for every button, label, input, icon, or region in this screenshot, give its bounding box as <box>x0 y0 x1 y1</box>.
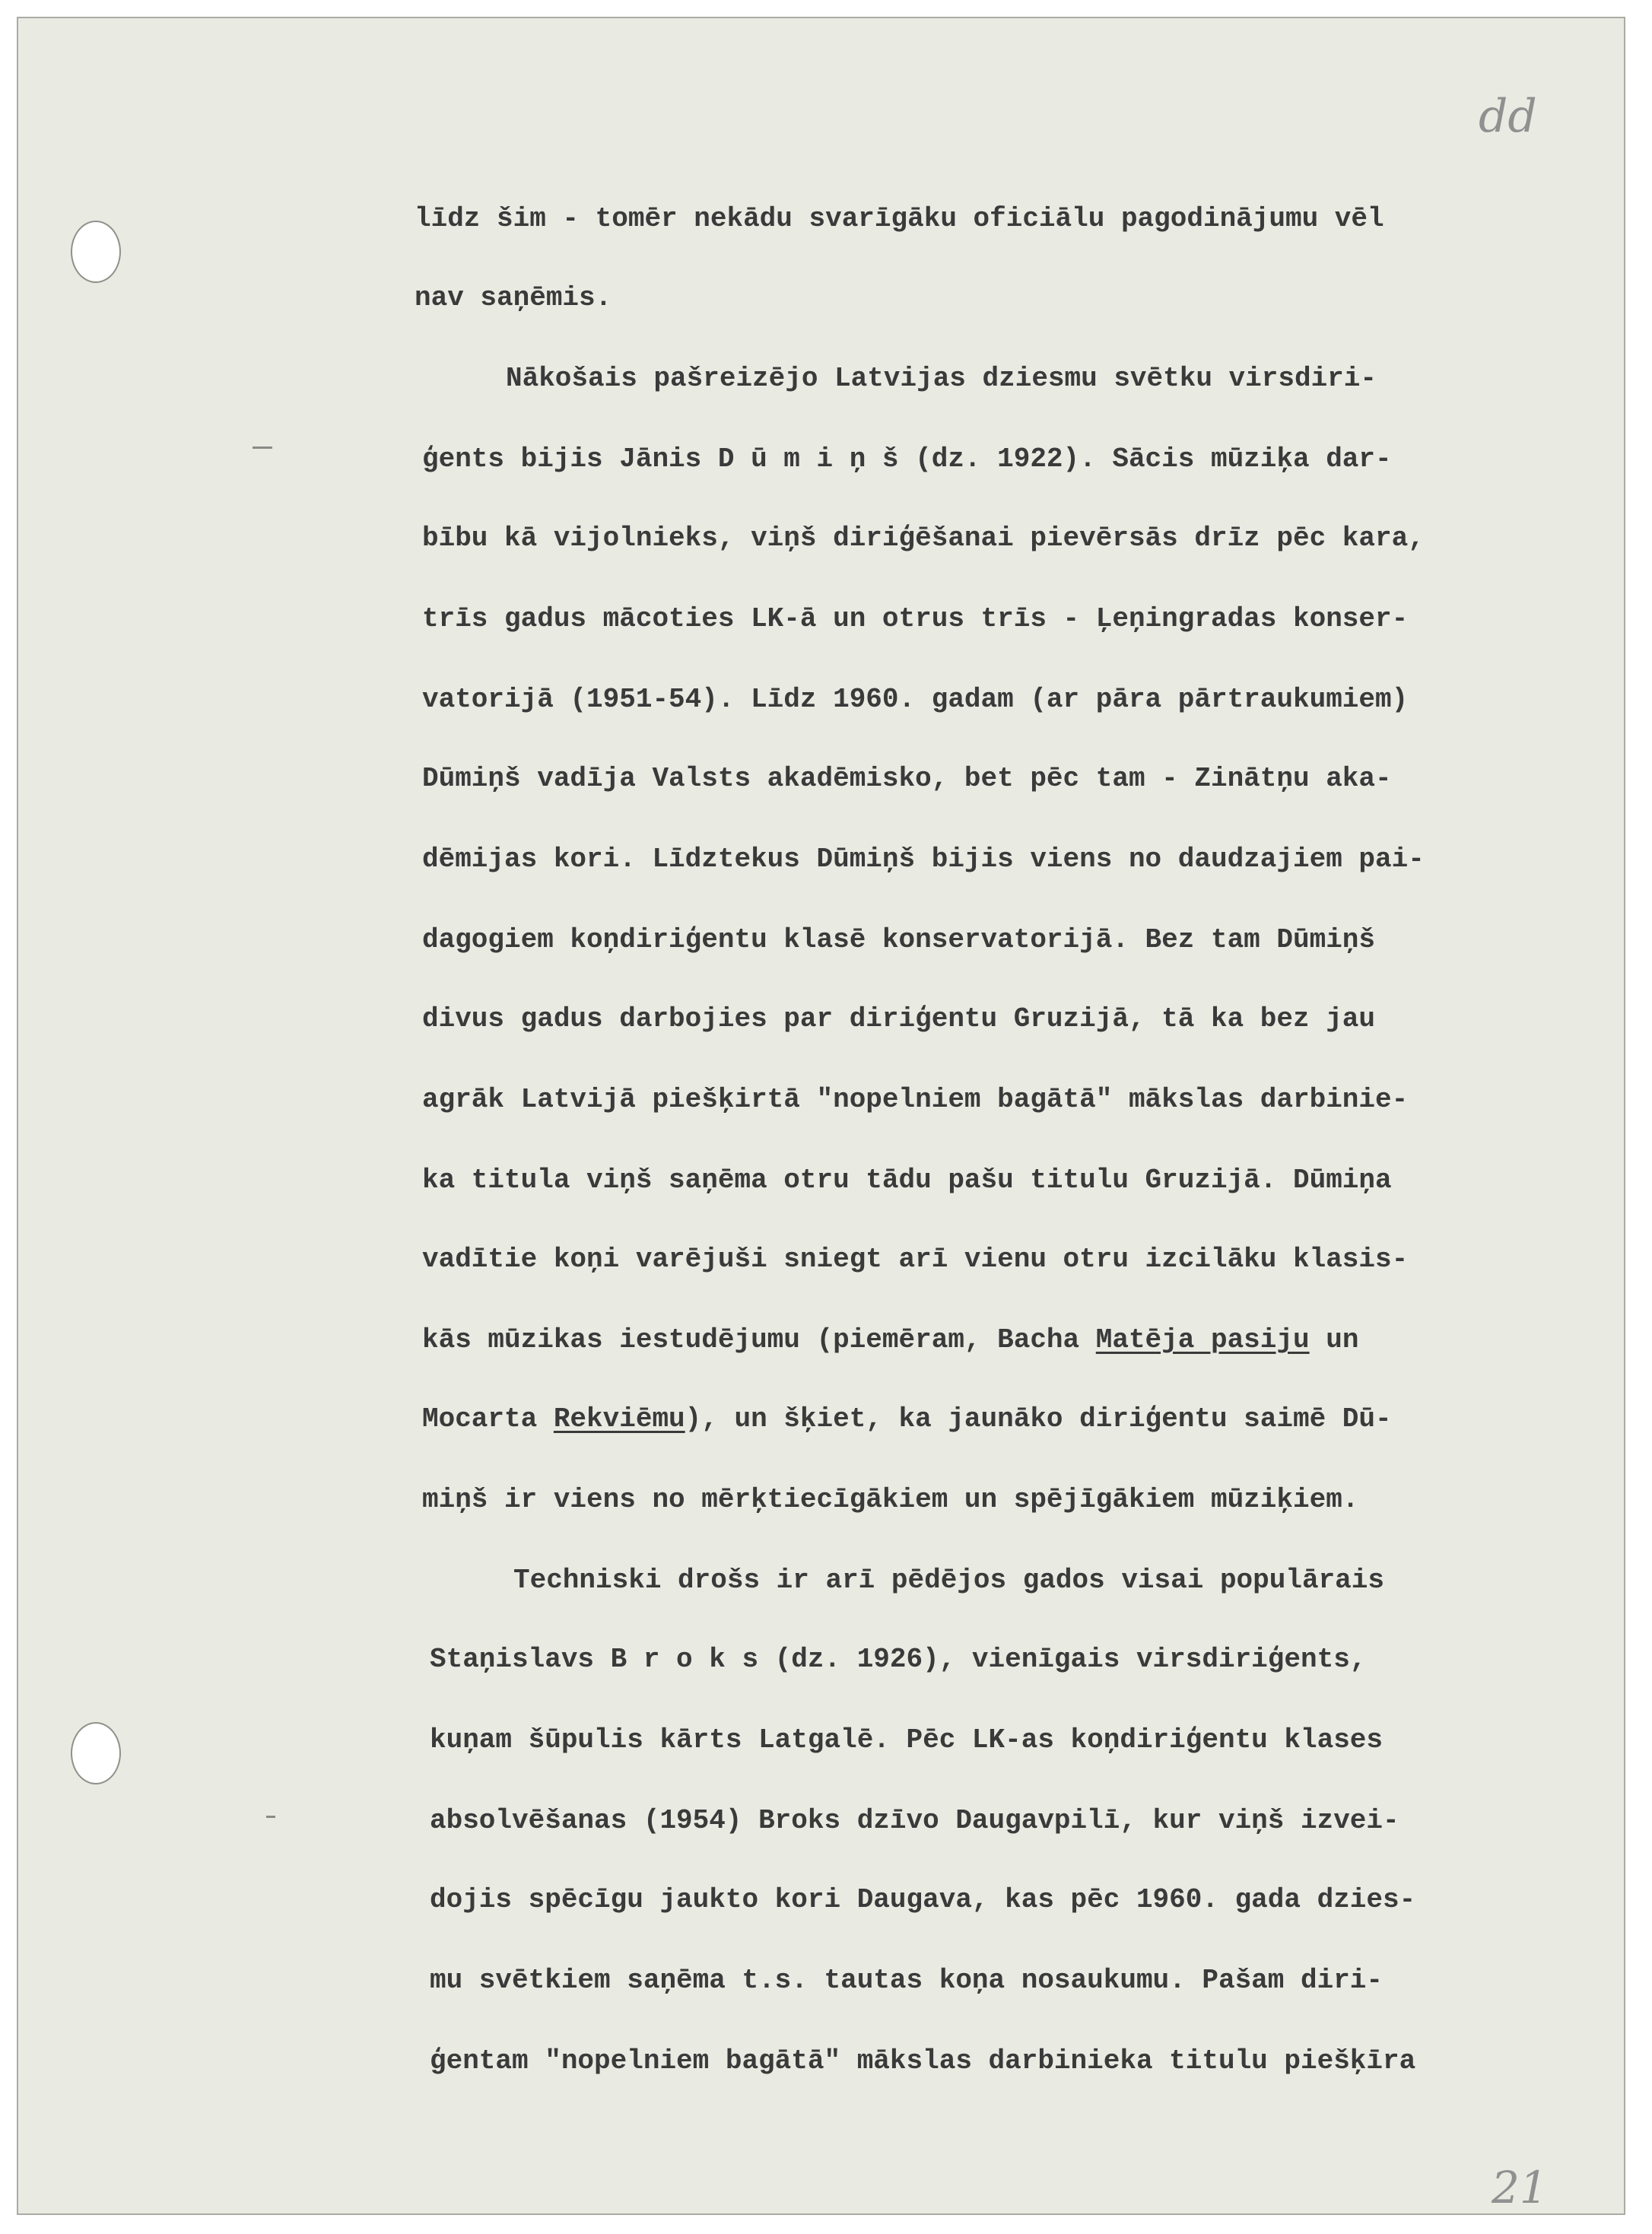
text-line: Nākošais pašreizējo Latvijas dziesmu svētku virsdiri- <box>506 363 1377 394</box>
text-line: agrāk Latvijā piešķirtā "nopelniem bagātā" mākslas darbinie- <box>422 1084 1409 1115</box>
text-line: dagogiem koņdiriģentu klasē konservatorijā. Bez tam Dūmiņš <box>422 924 1376 955</box>
document-page <box>17 17 1625 2215</box>
text-line <box>422 1325 1358 1355</box>
page-number: 21 <box>1492 2162 1548 2213</box>
underlined-title: Matēja pasiju <box>1095 1324 1310 1355</box>
text-line: absolvēšanas (1954) Broks dzīvo Daugavpilī, kur viņš izvei- <box>430 1805 1399 1836</box>
punch-hole-bottom <box>71 1722 121 1784</box>
text-line: bību kā vijolnieks, viņš diriģēšanai pievērsās drīz pēc kara, <box>422 523 1425 554</box>
text-line: ģents bijis Jānis D ū m i ņ š (dz. 1922). Sācis mūziķa dar- <box>422 443 1392 475</box>
text-line: nav saņēmis. <box>415 282 612 313</box>
text-line: divus gadus darbojies par diriģentu Gruzijā, tā ka bez jau <box>422 1003 1376 1034</box>
text-line: Dūmiņš vadīja Valsts akadēmisko, bet pēc tam - Zinātņu aka- <box>422 763 1392 794</box>
text-line: ģentam "nopelniem bagātā" mākslas darbinieka titulu piešķīra <box>430 2045 1416 2077</box>
text-line: līdz šim - tomēr nekādu svarīgāku oficiālu pagodinājumu vēl <box>415 203 1384 234</box>
text-line: dēmijas kori. Līdztekus Dūmiņš bijis viens no daudzajiem pai- <box>422 844 1425 875</box>
underlined-title: Rekviēmu <box>553 1403 685 1435</box>
text-segment: kās mūzikas iestudējumu (piemēram, Bacha <box>422 1324 1096 1355</box>
text-line: ka titula viņš saņēma otru tādu pašu titulu Gruzijā. Dūmiņa <box>422 1165 1392 1196</box>
text-line: Techniski drošs ir arī pēdējos gados visai populārais <box>513 1565 1384 1596</box>
margin-mark <box>253 446 272 449</box>
text-line: mu svētkiem saņēma t.s. tautas koņa nosaukumu. Pašam diri- <box>430 1965 1384 1996</box>
punch-hole-top <box>71 221 121 283</box>
text-line: dojis spēcīgu jaukto kori Daugava, kas pēc 1960. gada dzies- <box>430 1884 1416 1915</box>
margin-mark <box>266 1816 275 1818</box>
text-segment: un <box>1309 1324 1359 1355</box>
text-segment: Mocarta <box>422 1403 554 1435</box>
text-line <box>422 1404 1392 1435</box>
text-segment: ), un šķiet, ka jaunāko diriģentu saimē Dū- <box>685 1403 1392 1435</box>
text-line: vatorijā (1951-54). Līdz 1960. gadam (ar pāra pārtraukumiem) <box>422 684 1409 715</box>
text-line: vadītie koņi varējuši sniegt arī vienu otru izcilāku klasis- <box>422 1244 1409 1275</box>
text-line: trīs gadus mācoties LK-ā un otrus trīs - Ļeņingradas konser- <box>422 603 1409 634</box>
text-line: Staņislavs B r o k s (dz. 1926), vienīgais virsdiriģents, <box>430 1644 1367 1675</box>
corner-pencil-mark: dd <box>1479 90 1537 143</box>
text-line: miņš ir viens no mērķtiecīgākiem un spējīgākiem mūziķiem. <box>422 1484 1359 1515</box>
text-line: kuņam šūpulis kārts Latgalē. Pēc LK-as koņdiriģentu klases <box>430 1724 1384 1756</box>
